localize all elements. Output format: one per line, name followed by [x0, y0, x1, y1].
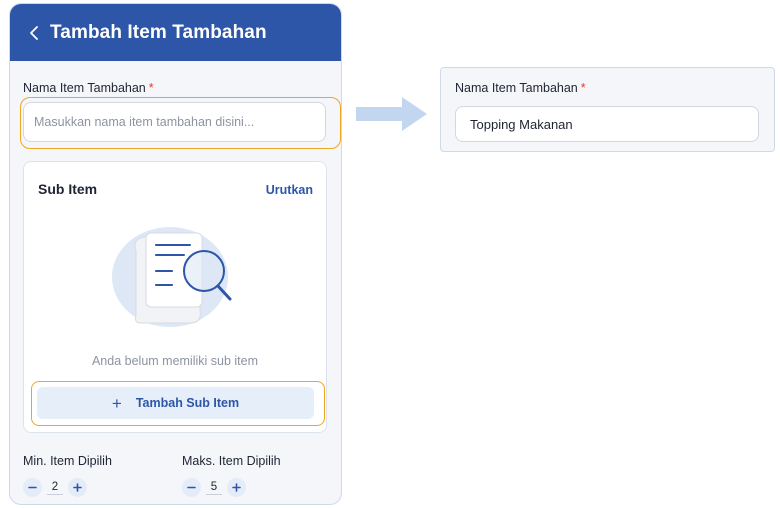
app-bar [10, 4, 341, 61]
minus-icon [187, 483, 196, 492]
arrow-right-icon [356, 96, 428, 132]
max-decrement-button[interactable] [182, 478, 201, 497]
minus-icon [28, 483, 37, 492]
back-button[interactable] [24, 23, 44, 43]
add-sub-item-label: Tambah Sub Item [135, 396, 240, 410]
max-select-stepper [182, 478, 246, 497]
min-decrement-button[interactable] [23, 478, 42, 497]
sub-item-title: Sub Item [38, 181, 98, 197]
filled-field-preview [440, 67, 775, 152]
empty-state-text: Anda belum memiliki sub item [91, 354, 259, 368]
min-select-stepper [23, 478, 87, 497]
max-select-value[interactable]: 5 [206, 481, 222, 495]
add-sub-item-button[interactable] [37, 387, 314, 419]
preview-field-label [455, 81, 586, 95]
min-select-value[interactable]: 2 [47, 481, 63, 495]
plus-icon: + [111, 393, 122, 413]
document-search-illustration [110, 219, 246, 329]
min-increment-button[interactable] [68, 478, 87, 497]
max-increment-button[interactable] [227, 478, 246, 497]
required-mark: * [148, 81, 154, 95]
plus-icon [232, 483, 241, 492]
preview-field-label-text: Nama Item Tambahan [455, 81, 578, 95]
plus-icon [73, 483, 82, 492]
max-select-label: Maks. Item Dipilih [182, 454, 281, 468]
preview-required-mark: * [580, 81, 586, 95]
phone-screen [9, 3, 342, 505]
name-field-label [23, 81, 154, 95]
min-select-label: Min. Item Dipilih [23, 454, 112, 468]
preview-item-name-input[interactable] [455, 106, 759, 142]
sort-button[interactable]: Urutkan [265, 183, 313, 197]
name-field-label-text: Nama Item Tambahan [23, 81, 146, 95]
chevron-left-icon [29, 25, 39, 41]
page-title: Tambah Item Tambahan [50, 21, 267, 43]
item-name-input[interactable] [23, 102, 326, 142]
